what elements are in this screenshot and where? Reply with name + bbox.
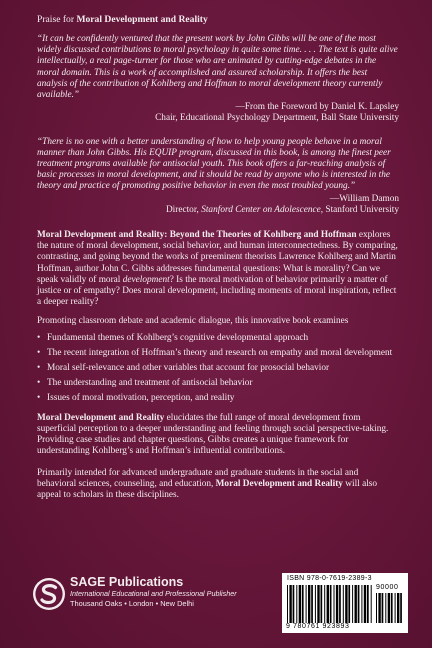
attribution-damon-name: —William Damon: [329, 193, 399, 204]
praise-heading-prefix: Praise for: [37, 14, 77, 25]
attribution-damon-suffix: , Stanford University: [320, 204, 399, 215]
description-paragraph-4: [37, 468, 399, 502]
barcode-bar: [302, 585, 304, 623]
book-title-bold-3: Moral Development and Reality: [215, 478, 343, 489]
quote-damon: “There is no one with a better understanding of how to help young people behave in a moral manner than John Gibbs. His EQUIP program, discussed in this book, is among the finest peer treatment programs available for antisocial youth. This book offers a far-reaching analysis of basic processes in moral development, and it should be read by anyone who is interested in the theory and practice of promoting positive behavior in even the most troubled young.”: [37, 136, 391, 192]
barcode-bar: [367, 585, 369, 623]
barcode-bar: [348, 585, 350, 623]
praise-heading: [37, 14, 399, 26]
publisher-cities: Thousand Oaks • London • New Delhi: [70, 599, 194, 608]
barcode-bar: [371, 585, 372, 623]
barcode-bar: [391, 593, 393, 623]
barcode-bar: [345, 585, 347, 623]
description-p1-a: explores the nature of moral development, social behavior, and human interconnectedness. By comparing, contrasting, and going beyond the works of preeminent theorists Lawrence Kohlberg and Martin Hoffman, author John C. Gibbs addresses fundamental questions: What is morality? Can we speak validly of moral: [37, 230, 398, 285]
barcode-bar: [289, 585, 291, 623]
description-p1-b: ? Is the moral motivation of behavior primarily a matter of justice or of empathy? Does moral development, including moments of moral inspiration, reflect a deeper reality?: [37, 274, 397, 308]
barcode-bar: [296, 585, 297, 623]
barcode-bar: [334, 585, 335, 623]
publisher-name: SAGE Publications: [70, 575, 184, 589]
barcode-bar: [327, 585, 329, 623]
description-paragraph-1: [37, 230, 399, 308]
book-title-bold: Moral Development and Reality: Beyond the Theories of Kohlberg and Hoffman: [37, 230, 357, 241]
publisher-text: [70, 575, 237, 609]
sage-s-logo-icon: [32, 577, 66, 611]
barcode-bar: [378, 593, 380, 623]
publisher-logo: [32, 575, 262, 625]
quote-lapsley: “It can be confidently ventured that the present work by John Gibbs will be one of the most widely discussed contributions to moral psychology in quite some time. . . . The text is quite alive intellectually, a real page-turner for those who are animated by cutting-edge debates in the moral domain. This is a work of accomplished and assured scholarship. It offers the best analysis of the contribution of Kohlberg and Hoffman to moral development theory currently available.”: [37, 34, 398, 101]
attribution-damon-prefix: Director,: [165, 204, 202, 215]
attribution-lapsley-title: Chair, Educational Psychology Department, Ball State University: [155, 113, 399, 124]
ean-barcode-bars: [287, 585, 373, 623]
barcode-bar: [385, 593, 386, 623]
barcode-bar: [382, 593, 384, 623]
attribution-damon-title: [37, 205, 399, 216]
description-p3-text: elucidates the full range of moral development from superficial perception to a deeper understanding and feeling through social perspective-taking. Providing case studies and chapter questions, Gibbs creates a unique framework for understanding Kohlberg’s and Hoffman’s influential contributions.: [37, 412, 389, 457]
barcode-bar: [324, 585, 325, 623]
barcode-bar: [287, 585, 288, 623]
topic-item: • Moral self-relevance and other variables that account for prosocial behavior: [37, 363, 399, 374]
topics-list: [37, 333, 399, 405]
barcode-bar: [308, 585, 310, 623]
topic-item: • Fundamental themes of Kohlberg’s cognitive developmental approach: [37, 333, 399, 344]
barcode-bar: [306, 585, 307, 623]
barcode-bar: [400, 593, 402, 623]
barcode-bar: [311, 585, 313, 623]
barcode-bar: [397, 593, 399, 623]
cover-text: [37, 14, 399, 501]
barcode-bar: [376, 593, 377, 623]
barcode-bar: [339, 585, 341, 623]
barcode-bar: [317, 585, 319, 623]
attribution-lapsley-name: —From the Foreword by Daniel K. Lapsley: [235, 102, 399, 113]
description-paragraph-3: [37, 413, 399, 458]
barcode-bar: [293, 585, 295, 623]
barcode-bar: [395, 593, 396, 623]
description-p1-italic: development: [122, 274, 170, 285]
barcode-bar: [330, 585, 332, 623]
book-title-bold-2: Moral Development and Reality: [37, 412, 165, 423]
isbn-number: ISBN 978-0-7619-2389-3: [287, 575, 372, 582]
barcode-bar: [315, 585, 316, 623]
isbn-barcode: [282, 573, 408, 633]
publisher-tagline: International Educational and Professional Publisher: [70, 589, 237, 598]
barcode-bar: [352, 585, 353, 623]
description-paragraph-2: Promoting classroom debate and academic dialogue, this innovative book examines: [37, 316, 349, 327]
barcode-bar: [361, 585, 362, 623]
barcode-bar: [355, 585, 357, 623]
barcode-bar: [343, 585, 344, 623]
topic-item: • Issues of moral motivation, perception, and reality: [37, 393, 399, 404]
barcode-bar: [336, 585, 338, 623]
attribution-damon-center: Stanford Center on Adolescence: [201, 204, 321, 215]
addon-barcode-bars: [376, 593, 404, 623]
barcode-bar: [321, 585, 323, 623]
addon-number: 90000: [376, 584, 399, 591]
description-p4-b: will also appeal to scholars in these disciplines.: [37, 478, 378, 500]
barcode-bar: [358, 585, 360, 623]
topic-item: • The recent integration of Hoffman’s theory and research on empathy and moral development: [37, 348, 399, 359]
barcode-bar: [388, 593, 390, 623]
ean-number: 9 780761 923893: [286, 623, 350, 630]
topic-item: • The understanding and treatment of antisocial behavior: [37, 378, 399, 389]
barcode-bar: [299, 585, 301, 623]
praise-heading-title: Moral Development and Reality: [76, 14, 208, 25]
barcode-bar: [364, 585, 366, 623]
description-p4-a: Primarily intended for advanced undergraduate and graduate students in the social and behavioral sciences, counseling, and education,: [37, 467, 359, 489]
